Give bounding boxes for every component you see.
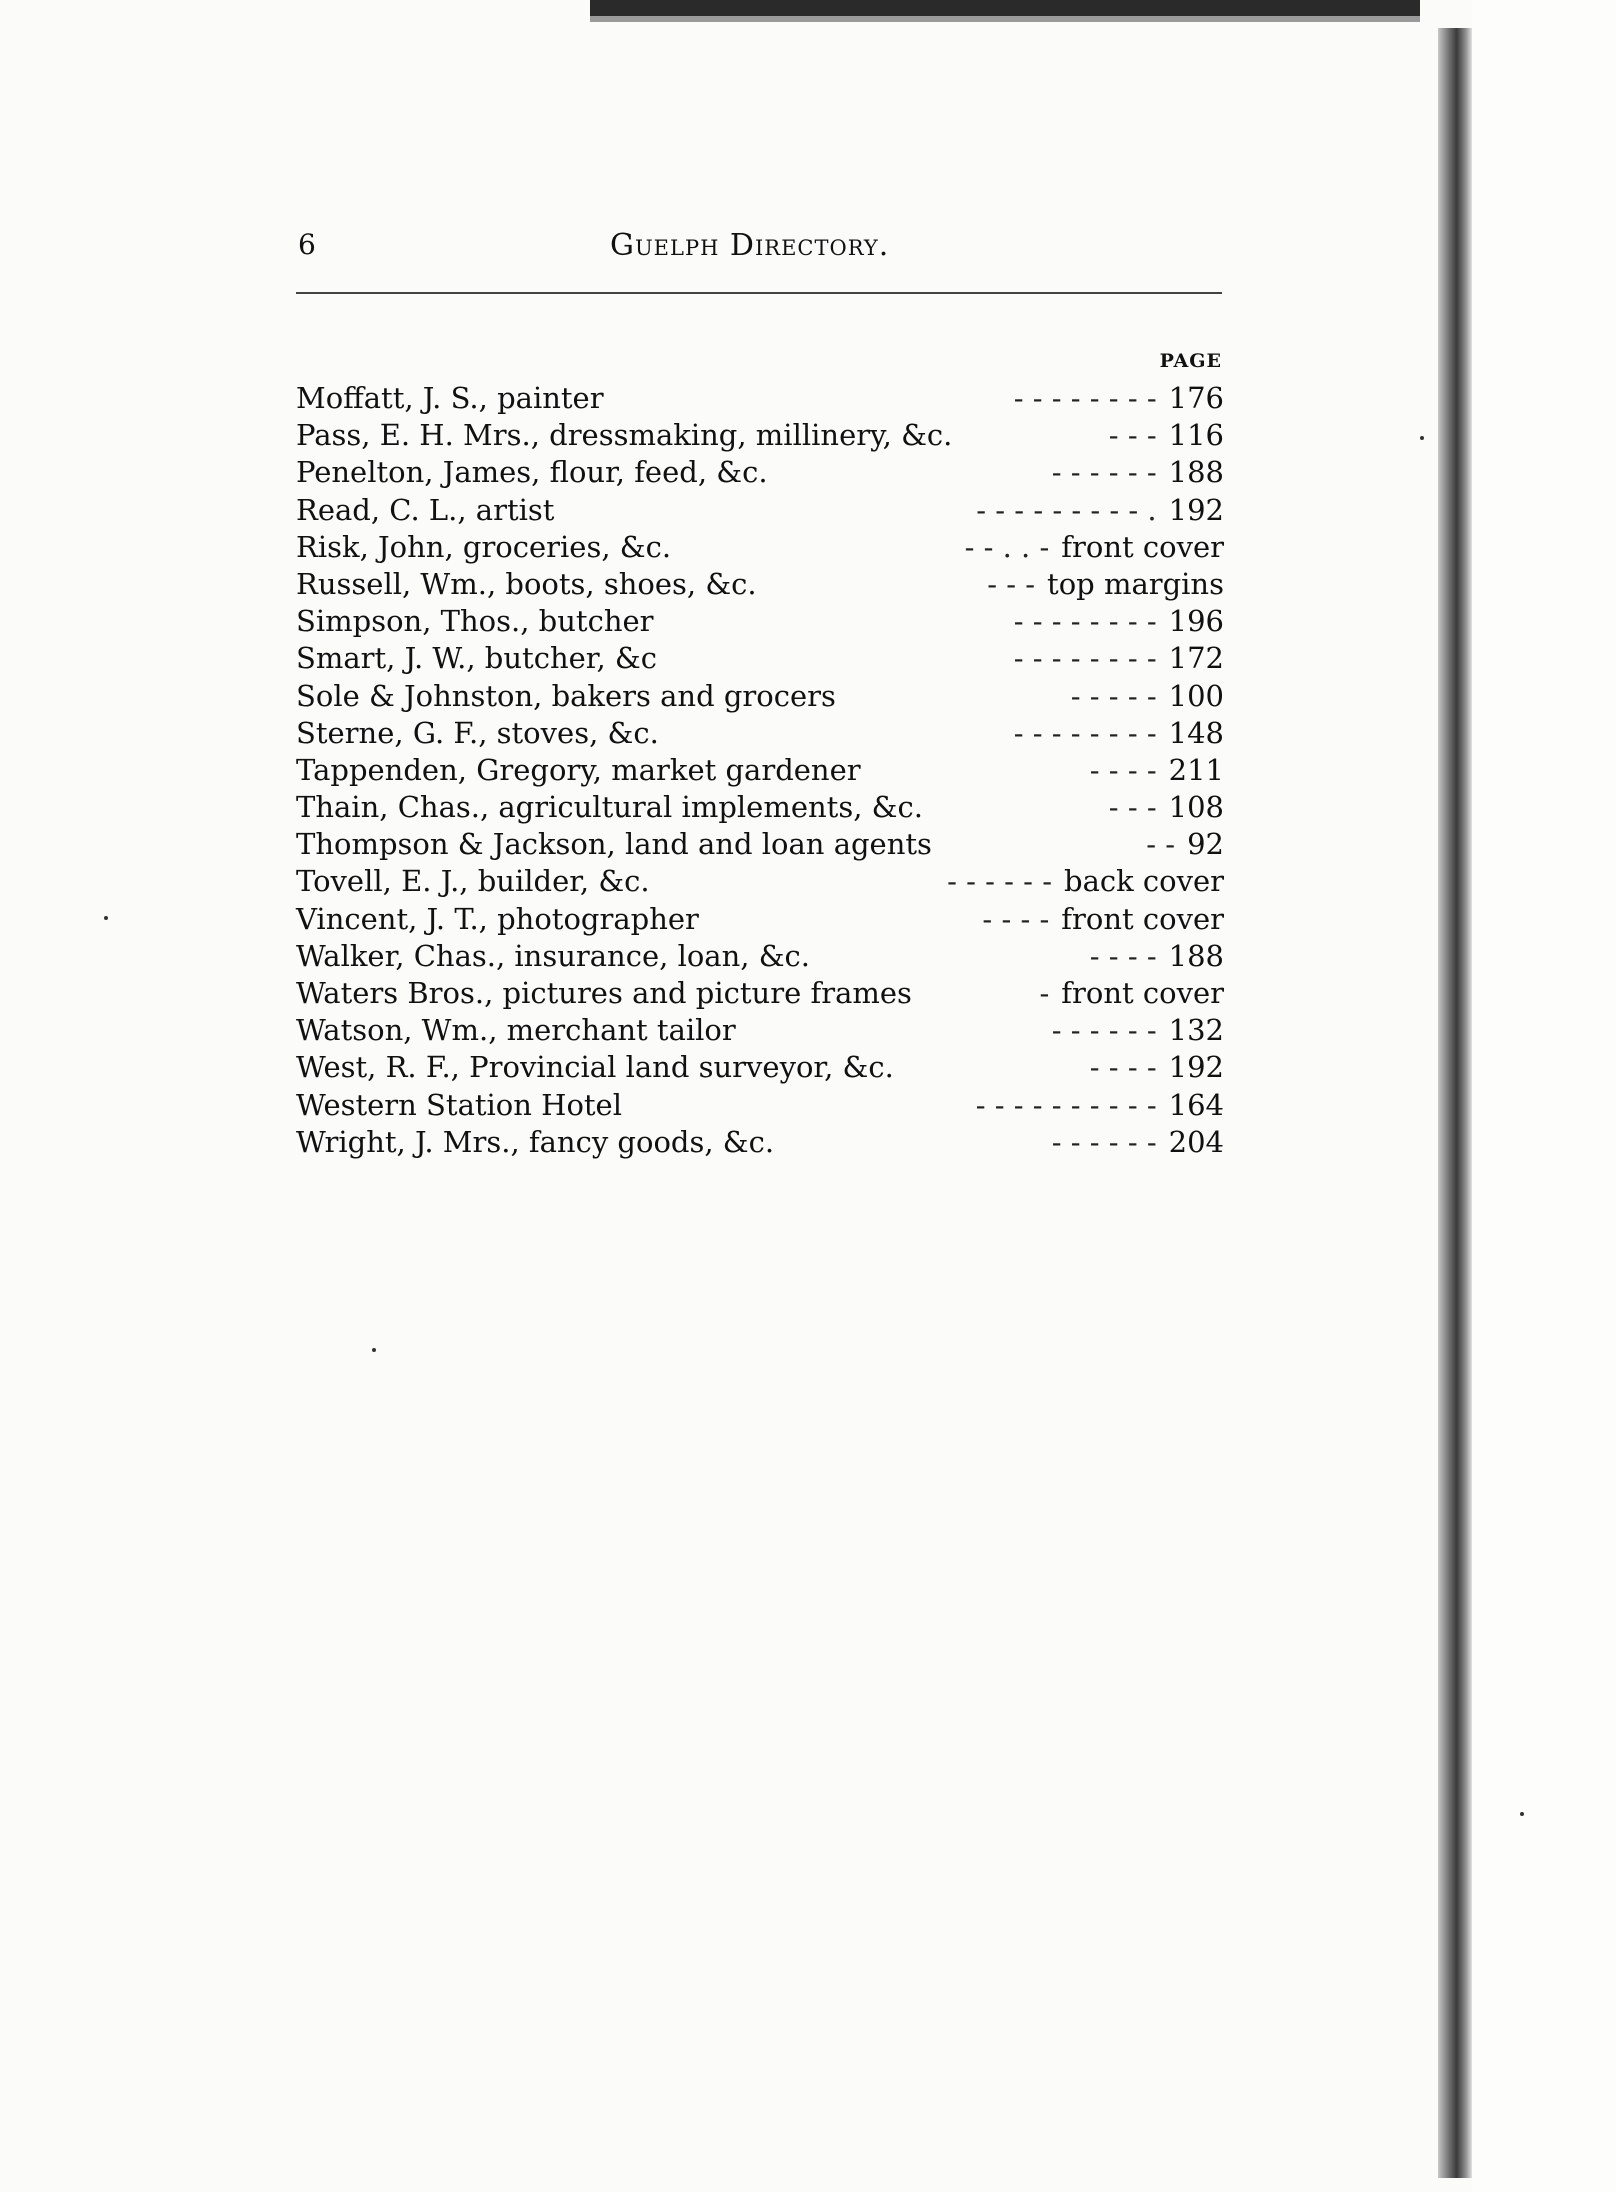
entry-leader-dashes: - - - xyxy=(987,566,1036,601)
entry-name: Sole & Johnston, bakers and grocers xyxy=(296,678,836,713)
directory-entry xyxy=(296,454,1224,491)
directory-entry xyxy=(296,975,1224,1012)
entry-leader-dashes: - - - - xyxy=(1089,938,1157,973)
directory-entry xyxy=(296,417,1224,454)
entry-leader-dashes: - - - - - - xyxy=(1051,1013,1157,1048)
scan-top-edge xyxy=(590,0,1420,16)
entry-name: West, R. F., Provincial land surveyor, &c. xyxy=(296,1050,894,1085)
directory-entry xyxy=(296,678,1224,715)
entry-page-ref: 116 xyxy=(1168,418,1224,453)
entry-leader-dashes: - - - - - - xyxy=(947,864,1052,899)
directory-entry xyxy=(296,863,1224,900)
entry-page-ref: 204 xyxy=(1168,1124,1224,1159)
entry-page-ref: 108 xyxy=(1168,790,1224,825)
header-rule xyxy=(296,292,1222,294)
entry-page-ref: 176 xyxy=(1168,381,1224,415)
entry-name: Tovell, E. J., builder, &c. xyxy=(296,864,650,899)
entry-leader-dashes: - xyxy=(1039,976,1050,1010)
directory-entry xyxy=(296,529,1224,566)
entry-name: Wright, J. Mrs., fancy goods, &c. xyxy=(296,1124,775,1159)
directory-entry xyxy=(296,901,1224,938)
directory-content xyxy=(288,222,1228,1159)
entry-name: Western Station Hotel xyxy=(296,1087,622,1122)
scan-speck xyxy=(372,1348,376,1352)
entry-leader-dashes: - - - - - xyxy=(1070,678,1157,713)
entry-name: Read, C. L., artist xyxy=(296,492,555,527)
entry-name: Thompson & Jackson, land and loan agents xyxy=(296,827,932,862)
entry-leader-dashes: - - - xyxy=(1108,790,1157,825)
entry-page-ref: back cover xyxy=(1064,864,1224,899)
entry-leader-dashes: - - - - - - xyxy=(1051,1124,1157,1159)
scan-speck xyxy=(104,916,108,920)
entry-name: Watson, Wm., merchant tailor xyxy=(296,1013,736,1048)
directory-entry-list xyxy=(296,380,1224,1161)
page-header xyxy=(288,222,1228,274)
entry-leader-dashes: - - - - - - xyxy=(1051,455,1157,490)
entry-name: Risk, John, groceries, &c. xyxy=(296,529,672,564)
entry-leader-dashes: - - - - - - - - - - xyxy=(975,1087,1157,1122)
running-title: Guelph Directory. xyxy=(610,228,890,263)
entry-page-ref: front cover xyxy=(1061,901,1224,936)
entry-page-ref: 192 xyxy=(1168,492,1224,527)
entry-leader-dashes: - - - - - - - - xyxy=(1013,715,1157,750)
directory-entry xyxy=(296,492,1224,529)
entry-name: Sterne, G. F., stoves, &c. xyxy=(296,715,659,750)
directory-entry xyxy=(296,826,1224,863)
entry-name: Smart, J. W., butcher, &c xyxy=(296,641,657,676)
entry-page-ref: 132 xyxy=(1168,1013,1224,1048)
entry-page-ref: front cover xyxy=(1061,976,1224,1010)
directory-entry xyxy=(296,640,1224,677)
entry-leader-dashes: - - - - - - - - xyxy=(1013,381,1157,415)
entry-page-ref: 92 xyxy=(1187,827,1224,862)
directory-entry xyxy=(296,380,1224,417)
page-number: 6 xyxy=(298,228,316,261)
entry-name: Penelton, James, flour, feed, &c. xyxy=(296,455,768,490)
entry-page-ref: 164 xyxy=(1168,1087,1224,1122)
entry-name: Waters Bros., pictures and picture frames xyxy=(296,976,912,1010)
directory-entry xyxy=(296,715,1224,752)
entry-page-ref: 100 xyxy=(1168,678,1224,713)
scan-top-edge-shadow xyxy=(590,16,1420,22)
entry-leader-dashes: - - - - - - - - xyxy=(1013,641,1157,676)
entry-name: Walker, Chas., insurance, loan, &c. xyxy=(296,938,810,973)
entry-name: Pass, E. H. Mrs., dressmaking, millinery, &c. xyxy=(296,418,953,453)
directory-entry xyxy=(296,603,1224,640)
entry-name: Tappenden, Gregory, market gardener xyxy=(296,752,861,787)
scan-speck xyxy=(1520,1812,1524,1816)
directory-entry xyxy=(296,752,1224,789)
entry-name: Vincent, J. T., photographer xyxy=(296,901,699,936)
entry-leader-dashes: - - . . - xyxy=(964,529,1050,564)
entry-leader-dashes: - - xyxy=(1146,827,1176,862)
entry-page-ref: 196 xyxy=(1168,604,1224,639)
directory-entry xyxy=(296,566,1224,603)
entry-page-ref: 188 xyxy=(1168,938,1224,973)
facing-page-edge xyxy=(1472,0,1616,2192)
directory-entry xyxy=(296,938,1224,975)
entry-leader-dashes: - - - - xyxy=(982,901,1050,936)
entry-leader-dashes: - - - - xyxy=(1089,1050,1157,1085)
directory-entry xyxy=(296,1012,1224,1049)
entry-leader-dashes: - - - - xyxy=(1089,752,1157,787)
directory-entry xyxy=(296,1049,1224,1086)
entry-leader-dashes: - - - - - - - - xyxy=(1013,604,1157,639)
directory-entry xyxy=(296,1087,1224,1124)
directory-entry xyxy=(296,1124,1224,1161)
entry-page-ref: 192 xyxy=(1168,1050,1224,1085)
entry-leader-dashes: - - - xyxy=(1108,418,1157,453)
entry-name: Thain, Chas., agricultural implements, &c. xyxy=(296,790,923,825)
entry-page-ref: 211 xyxy=(1168,752,1224,787)
entry-page-ref: 148 xyxy=(1168,715,1224,750)
entry-name: Simpson, Thos., butcher xyxy=(296,604,654,639)
binding-shadow xyxy=(1438,28,1472,2178)
entry-page-ref: 188 xyxy=(1168,455,1224,490)
scan-speck xyxy=(1420,436,1424,440)
entry-leader-dashes: - - - - - - - - - . xyxy=(976,492,1157,527)
directory-entry xyxy=(296,789,1224,826)
entry-name: Moffatt, J. S., painter xyxy=(296,381,604,415)
entry-page-ref: top margins xyxy=(1047,566,1224,601)
entry-page-ref: front cover xyxy=(1061,529,1224,564)
page-column-label: PAGE xyxy=(1159,350,1222,372)
entry-name: Russell, Wm., boots, shoes, &c. xyxy=(296,566,757,601)
entry-page-ref: 172 xyxy=(1168,641,1224,676)
